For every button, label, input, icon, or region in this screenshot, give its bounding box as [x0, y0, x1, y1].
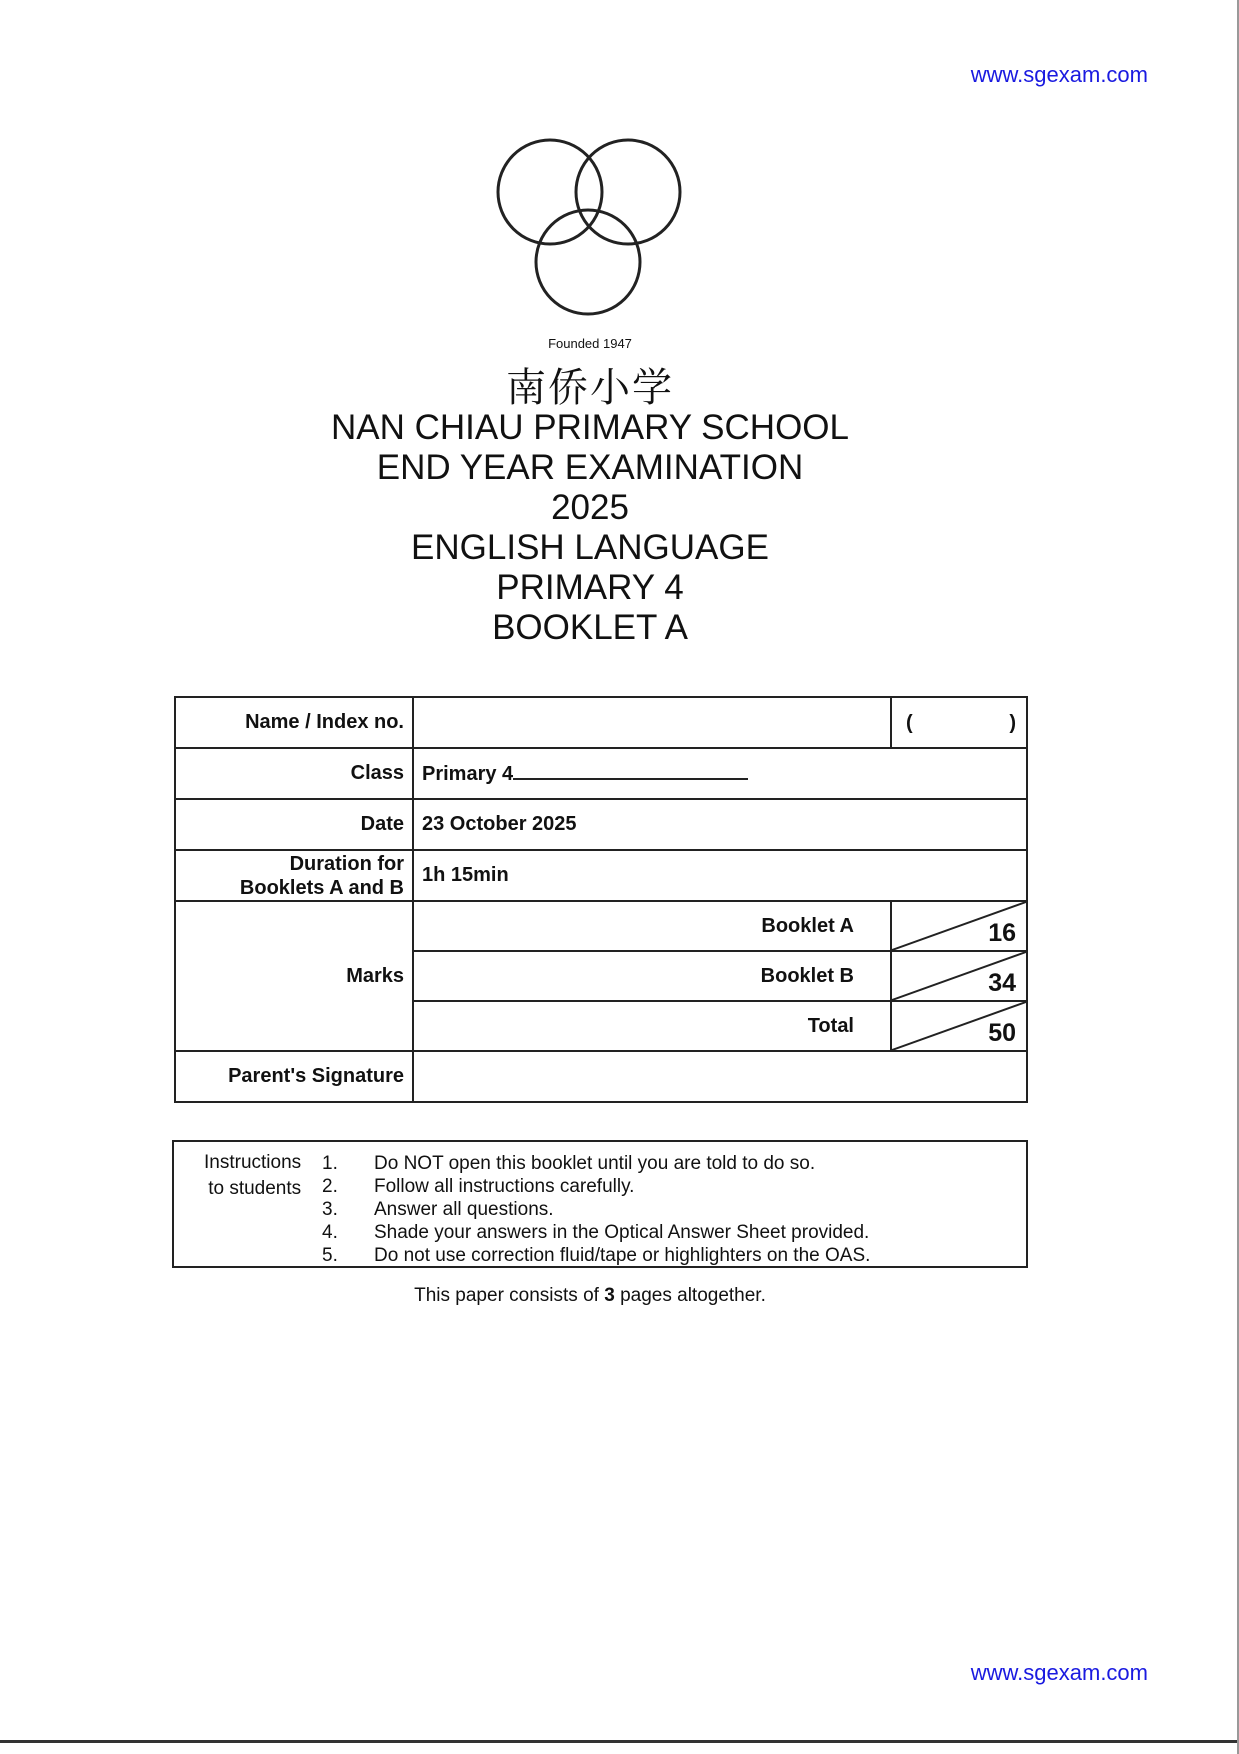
- exam-year: 2025: [551, 488, 629, 527]
- marks-booklet-a-label: Booklet A: [414, 902, 891, 951]
- instruction-number: 3.: [322, 1199, 338, 1220]
- instructions-box: [172, 1140, 1028, 1268]
- duration-value: 1h 15min: [413, 850, 1027, 901]
- instruction-number: 1.: [322, 1153, 338, 1174]
- instruction-item: [322, 1198, 870, 1221]
- exam-booklet: BOOKLET A: [492, 608, 688, 647]
- duration-row: [175, 850, 1027, 901]
- marks-label: Marks: [175, 901, 413, 1051]
- instruction-text: Shade your answers in the Optical Answer Sheet provided.: [374, 1222, 870, 1243]
- instructions-heading: [204, 1150, 301, 1202]
- duration-label-line-2: Booklets A and B: [239, 876, 404, 899]
- marks-breakdown: [413, 901, 1027, 1051]
- marks-total-value: 50: [988, 1019, 1016, 1047]
- school-logo: [490, 130, 705, 330]
- page-count-post: pages altogether.: [614, 1285, 766, 1306]
- marks-booklet-b-label: Booklet B: [414, 951, 891, 1001]
- signature-field[interactable]: [413, 1051, 1027, 1102]
- instruction-number: 2.: [322, 1176, 338, 1197]
- class-row: [175, 748, 1027, 799]
- title-block: [0, 408, 1180, 648]
- student-info-table: [174, 696, 1028, 1103]
- instruction-text: Follow all instructions carefully.: [374, 1176, 635, 1197]
- page-count-pre: This paper consists of: [414, 1285, 605, 1306]
- instruction-item: [322, 1175, 870, 1198]
- page-count-number: 3: [604, 1285, 615, 1306]
- index-field[interactable]: [891, 697, 1027, 748]
- marks-row-booklet-b: [414, 951, 1026, 1001]
- instructions-heading-line-2: to students: [208, 1178, 302, 1199]
- watermark-bottom[interactable]: www.sgexam.com: [970, 1660, 1148, 1685]
- instructions-heading-line-1: Instructions: [204, 1152, 302, 1173]
- founded-text: Founded 1947: [548, 336, 632, 351]
- marks-subtable: [414, 902, 1026, 1050]
- marks-total-cell: [891, 1001, 1026, 1050]
- index-paren-open: (: [906, 712, 913, 734]
- instruction-text: Do NOT open this booklet until you are told to do so.: [374, 1153, 816, 1174]
- duration-label: [175, 850, 413, 901]
- instruction-item: [322, 1221, 870, 1244]
- index-paren-close: ): [1009, 712, 1016, 734]
- class-value: Primary 4: [422, 762, 514, 785]
- marks-total-label: Total: [807, 1014, 854, 1037]
- class-field[interactable]: [413, 748, 1027, 799]
- marks-row-booklet-a: [414, 902, 1026, 951]
- instructions-list: [322, 1152, 870, 1267]
- school-name: NAN CHIAU PRIMARY SCHOOL: [331, 408, 849, 447]
- marks-booklet-b-value: 34: [988, 969, 1016, 997]
- instruction-text: Answer all questions.: [374, 1199, 554, 1220]
- name-label: Name / Index no.: [175, 697, 413, 748]
- name-row: [175, 697, 1027, 748]
- instruction-number: 5.: [322, 1245, 338, 1266]
- page-count-note: [0, 1285, 1180, 1307]
- name-field[interactable]: [413, 697, 891, 748]
- watermark-top[interactable]: www.sgexam.com: [970, 62, 1148, 87]
- class-blank-line[interactable]: [513, 762, 748, 780]
- marks-booklet-a-cell: [891, 902, 1026, 951]
- instruction-text: Do not use correction fluid/tape or highlighters on the OAS.: [374, 1245, 871, 1266]
- signature-label: Parent's Signature: [175, 1051, 413, 1102]
- duration-label-line-1: Duration for: [289, 852, 404, 875]
- marks-booklet-b-cell: [891, 951, 1026, 1001]
- instruction-item: [322, 1152, 870, 1175]
- instruction-number: 4.: [322, 1222, 338, 1243]
- class-label: Class: [175, 748, 413, 799]
- date-label: Date: [175, 799, 413, 850]
- marks-booklet-a-value: 16: [988, 919, 1016, 947]
- scan-bottom-edge: [0, 1740, 1239, 1743]
- exam-level: PRIMARY 4: [496, 568, 684, 607]
- signature-row: [175, 1051, 1027, 1102]
- exam-subject: ENGLISH LANGUAGE: [411, 528, 769, 567]
- marks-row-total: [414, 1001, 1026, 1050]
- date-value: 23 October 2025: [413, 799, 1027, 850]
- date-row: [175, 799, 1027, 850]
- instruction-item: [322, 1244, 870, 1267]
- exam-title: END YEAR EXAMINATION: [376, 448, 804, 487]
- marks-row: [175, 901, 1027, 1051]
- school-chinese-name: 南侨小学: [506, 365, 674, 411]
